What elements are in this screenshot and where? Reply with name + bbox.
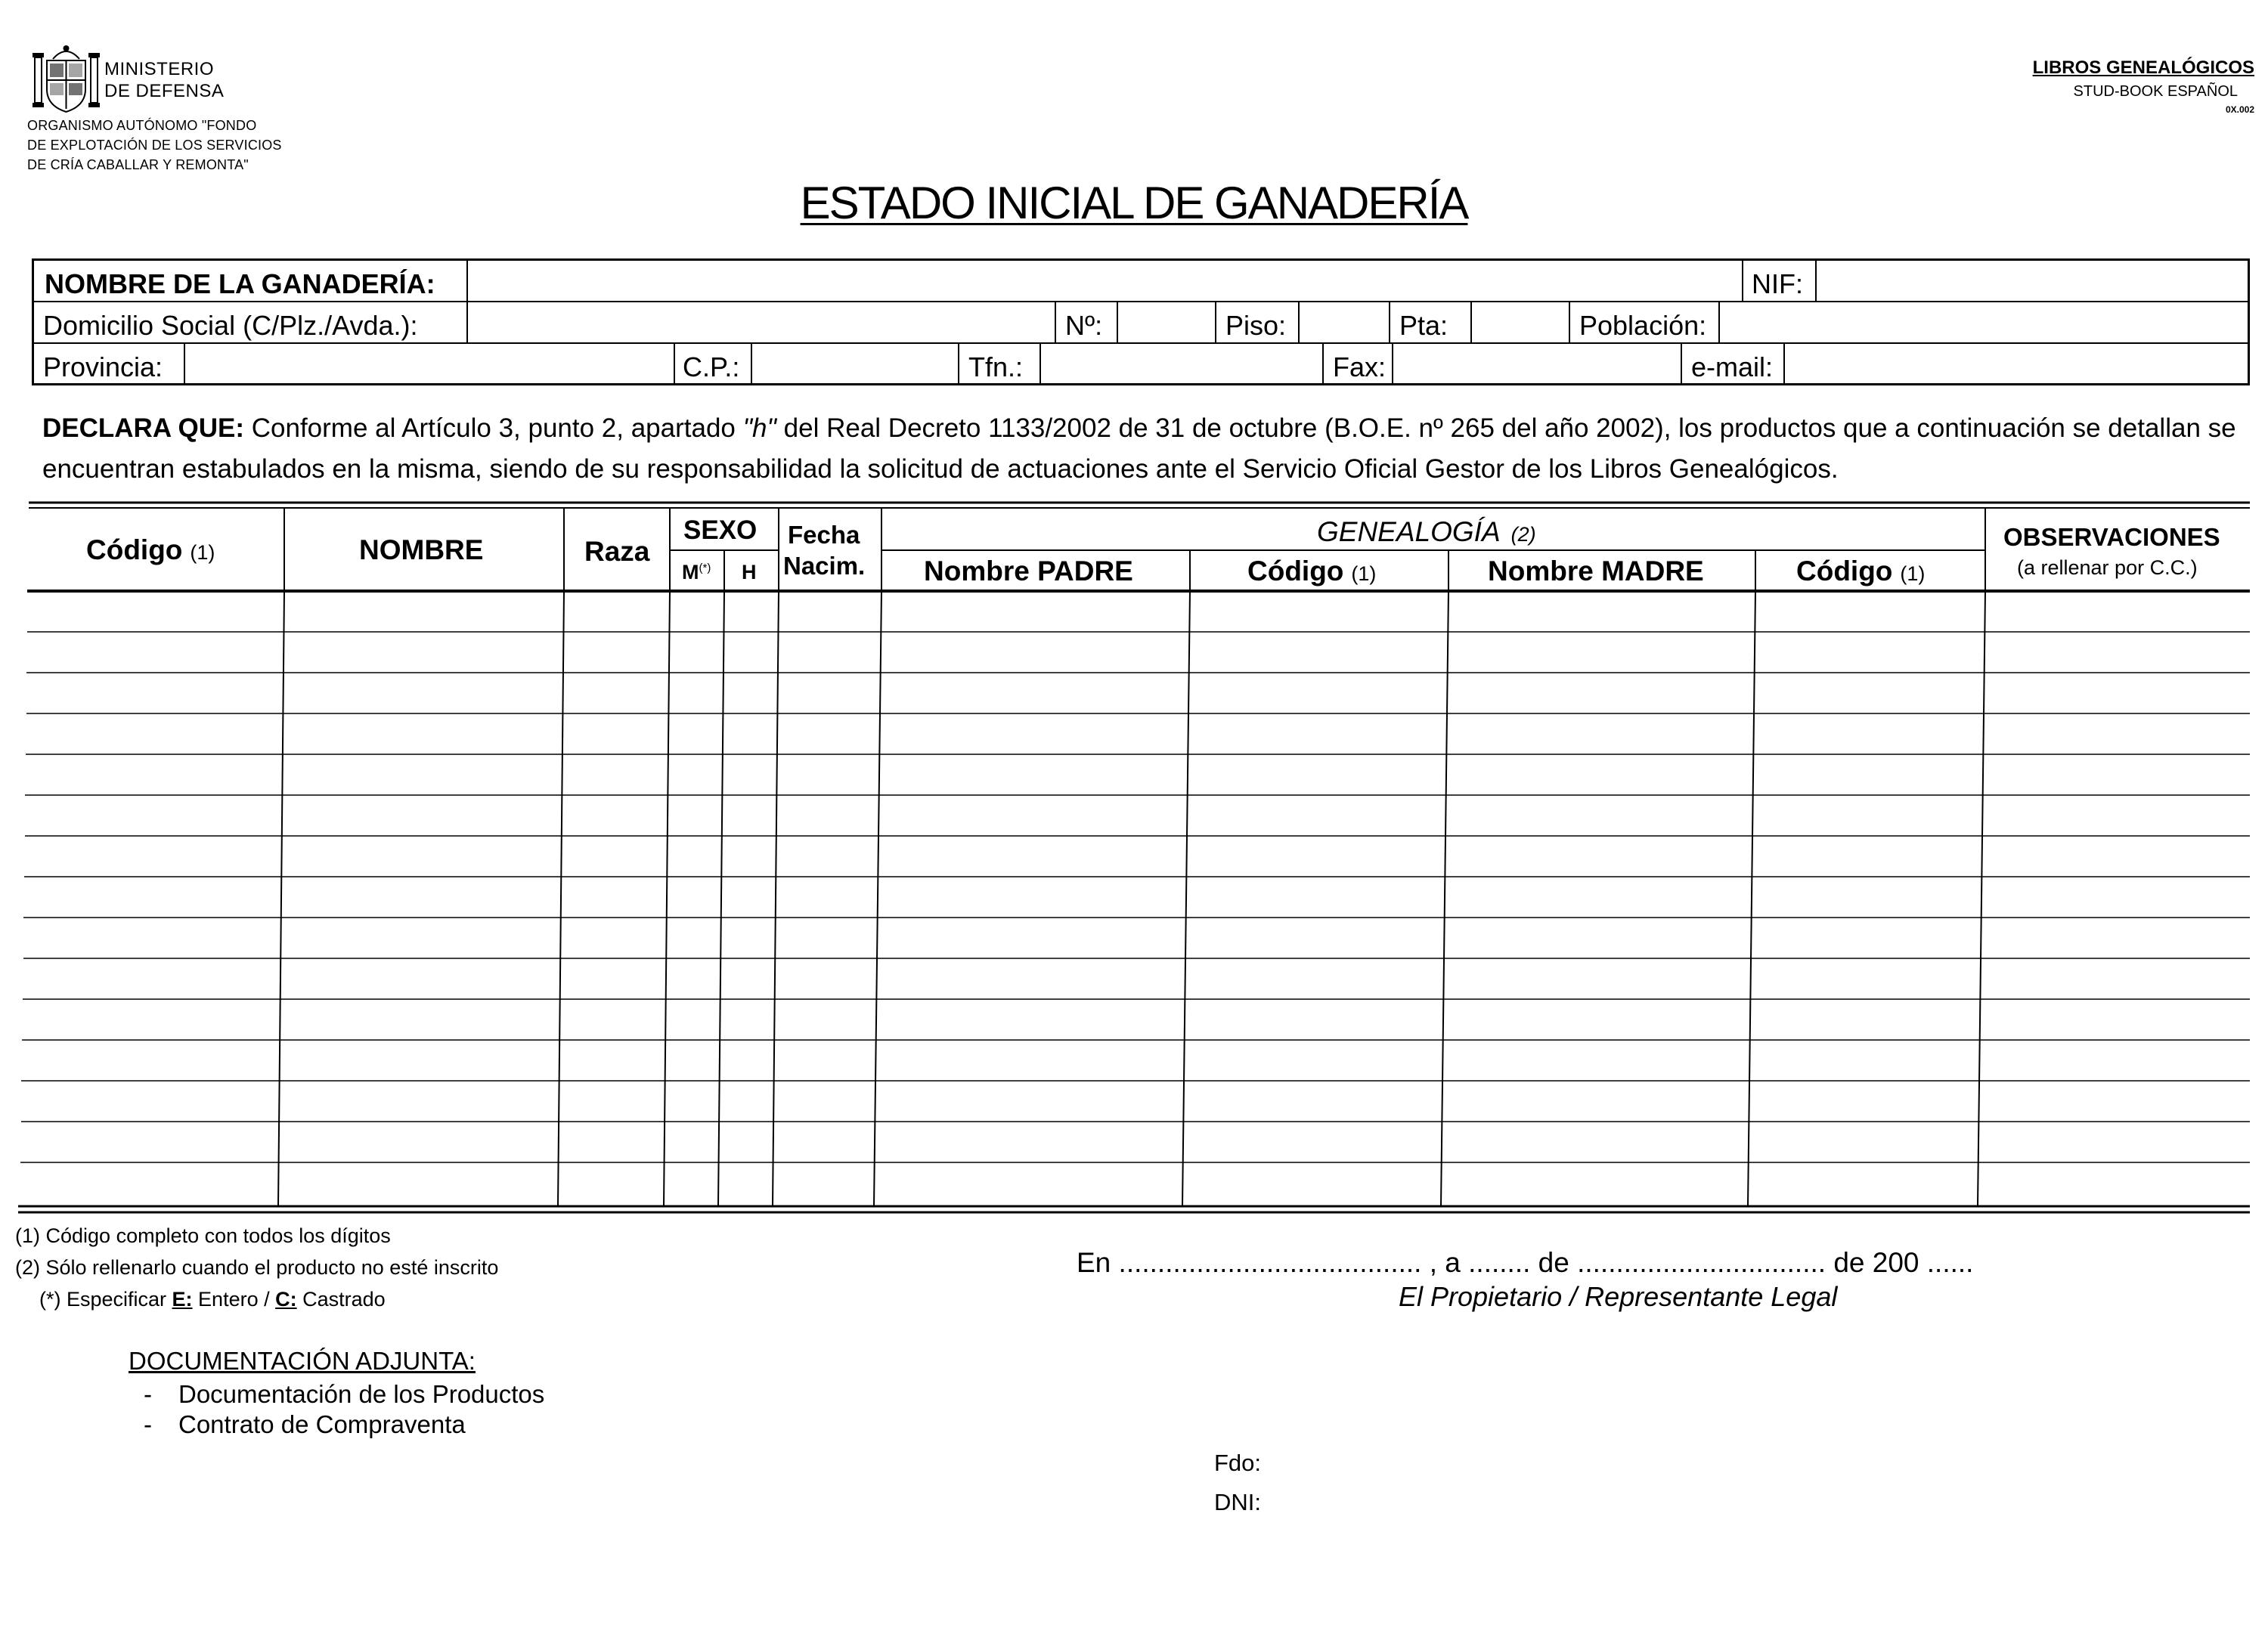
- footnote-2: (2) Sólo rellenarlo cuando el producto no esté inscrito: [15, 1256, 499, 1279]
- col-codigo-madre: Código (1): [1796, 556, 1926, 586]
- declaration-italic: "h": [742, 413, 776, 443]
- col-codigo: Código (1): [86, 534, 215, 565]
- provincia-label: Provincia:: [43, 351, 163, 382]
- col-sexo: SEXO: [683, 515, 758, 545]
- ministry-line-1: MINISTERIO: [104, 59, 215, 79]
- col-observaciones-note: (a rellenar por C.C.): [2017, 556, 2198, 579]
- declaration-text-2: del Real Decreto 1133/2002 de 31 de octubre (B.O.E. nº 265 del año 2002), los productos que a continuación se detallan se encuentran estabulados en la misma, siendo de su responsabilidad la solicitud de actuaciones ante el Servicio Oficial Gestor de los Libros Genealógicos.: [42, 413, 2236, 484]
- col-nacim: Nacim.: [783, 552, 866, 580]
- col-nombre-madre: Nombre MADRE: [1488, 556, 1704, 586]
- declaration-text-1: Conforme al Artículo 3, punto 2, apartado: [244, 413, 743, 443]
- email-label: e-mail:: [1691, 351, 1774, 382]
- numero-label: Nº:: [1065, 310, 1103, 341]
- propietario-label: El Propietario / Representante Legal: [1399, 1281, 1838, 1312]
- col-sexo-m: M(*): [682, 561, 711, 583]
- poblacion-label: Población:: [1579, 310, 1707, 341]
- tfn-label: Tfn.:: [968, 351, 1024, 382]
- declaration-lead: DECLARA QUE:: [42, 413, 245, 443]
- col-observaciones: OBSERVACIONES: [2003, 523, 2220, 551]
- footnote-3: (*) Especificar E: Entero / C: Castrado: [39, 1288, 386, 1311]
- documentacion-heading: DOCUMENTACIÓN ADJUNTA:: [129, 1347, 476, 1375]
- col-codigo-padre: Código (1): [1247, 556, 1377, 586]
- piso-label: Piso:: [1225, 310, 1287, 341]
- documentacion-item: - Documentación de los Productos: [144, 1380, 545, 1408]
- nombre-ganaderia-label: NOMBRE DE LA GANADERÍA:: [45, 268, 435, 299]
- dni-label: DNI:: [1214, 1489, 1261, 1515]
- org-line-1: ORGANISMO AUTÓNOMO "FONDO: [27, 118, 257, 133]
- col-sexo-h: H: [742, 561, 757, 583]
- col-raza: Raza: [584, 536, 650, 567]
- form-code: 0X.002: [2225, 104, 2254, 115]
- fdo-label: Fdo:: [1214, 1450, 1262, 1476]
- cp-label: C.P.:: [683, 351, 740, 382]
- documentacion-item: - Contrato de Compraventa: [144, 1410, 466, 1438]
- footnote-1: (1) Código completo con todos los dígitos: [15, 1224, 391, 1247]
- col-fecha: Fecha: [788, 521, 860, 549]
- pta-label: Pta:: [1399, 310, 1448, 341]
- ministry-line-2: DE DEFENSA: [104, 81, 225, 101]
- org-line-2: DE EXPLOTACIÓN DE LOS SERVICIOS: [27, 138, 282, 153]
- nif-label: NIF:: [1752, 268, 1803, 299]
- studbook-label: STUD-BOOK ESPAÑOL: [2073, 83, 2238, 100]
- col-genealogia: GENEALOGÍA (2): [1317, 516, 1536, 547]
- fax-label: Fax:: [1333, 351, 1387, 382]
- libros-genealogicos-label: LIBROS GENEALÓGICOS: [2032, 57, 2254, 78]
- col-nombre: NOMBRE: [359, 534, 484, 565]
- place-date-line: En ....................................... , a ........ de ................................ de 200 ......: [1077, 1247, 1974, 1278]
- domicilio-label: Domicilio Social (C/Plz./Avda.):: [43, 310, 418, 341]
- org-line-3: DE CRÍA CABALLAR Y REMONTA": [27, 157, 249, 172]
- page-title: ESTADO INICIAL DE GANADERÍA: [800, 178, 1468, 228]
- col-nombre-padre: Nombre PADRE: [924, 556, 1133, 586]
